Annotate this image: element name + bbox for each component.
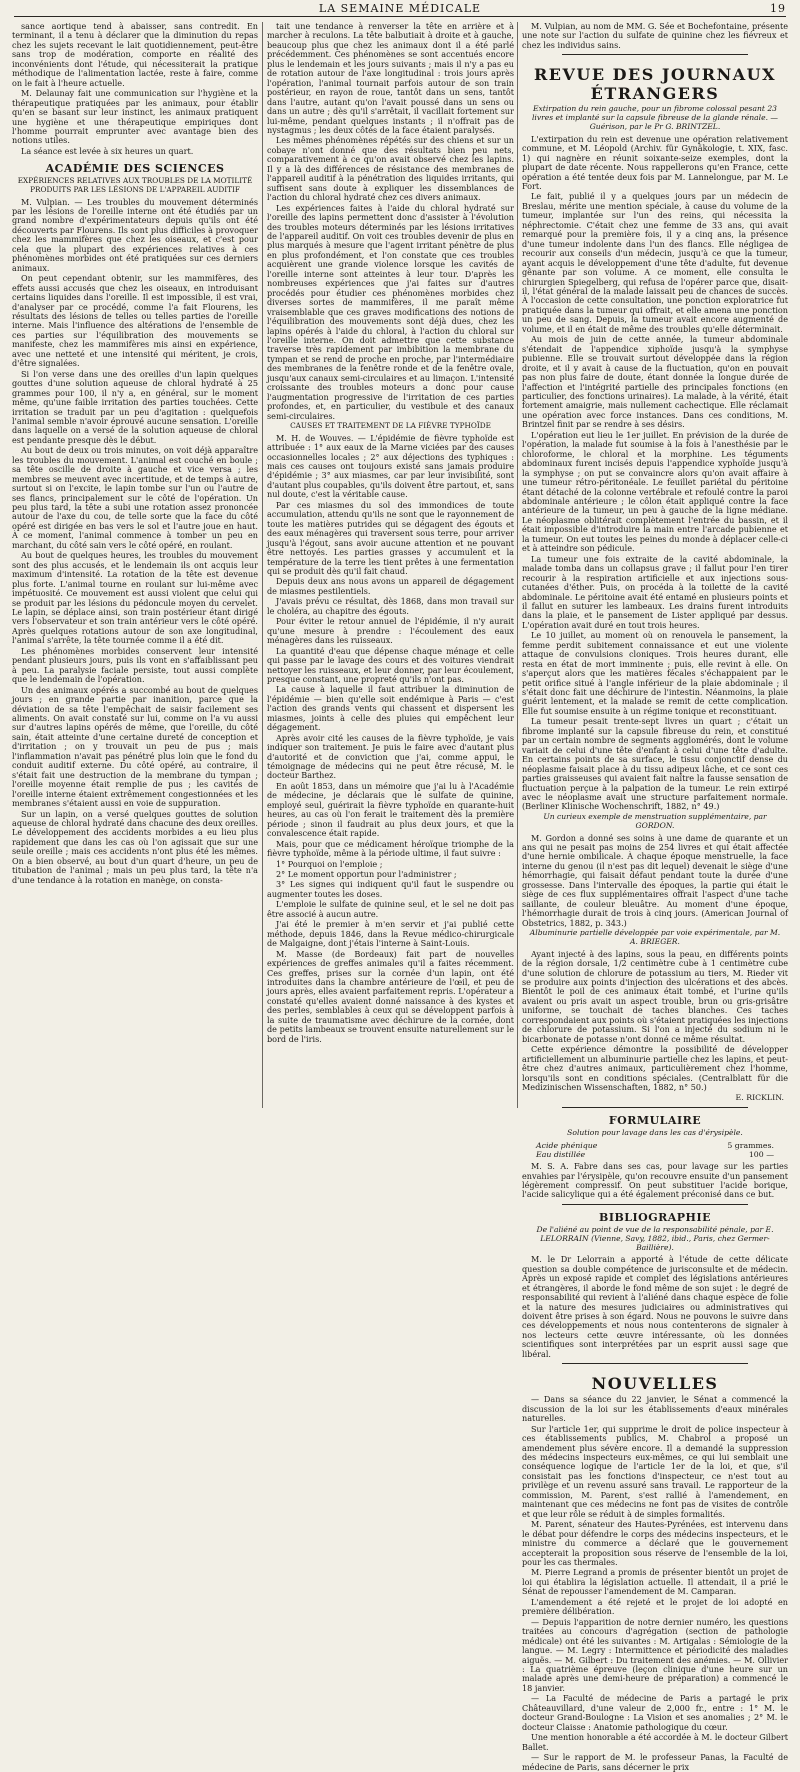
column-2 <box>267 22 514 1108</box>
paragraph: Au bout de deux ou trois minutes, on voit déjà apparaître les troubles du mouvement. L'animal est couché en boule ; sa tête oscille de droite à gauche et vice versa ; les membres se meuvent avec incertitude, et de temps à autre, surtout si on l'excite, le lapin tombe sur l'un ou l'autre de ses flancs, principalement sur le côté de l'opération. Un peu plus tard, la tête a subi une rotation assez prononcée autour de l'axe du cou, de telle sorte que la face du côté opéré est dirigée en bas vers le sol et l'autre joue en haut. À ce moment, l'animal commence à tomber un peu en marchant, du côté sain vers le côté opéré, en roulant. <box>12 445 258 550</box>
section-subheading: CAUSES ET TRAITEMENT DE LA FIÈVRE TYPHOÏDE <box>290 421 491 431</box>
paragraph: Le 10 juillet, au moment où on renouvela le pansement, la femme perdit subitement connaissance et eut une violente attaque de convulsions cloniques. Trois heures durant, elle resta en état de mort imminente ; puis, elle revint à elle. On s'aperçut alors que les matières fécales s'échappaient par le petit orifice situé à l'angle inférieur de la plaie abdominale ; il s'était donc fait une déchirure de l'intestin. Néanmoins, la plaie guérit lentement, et la malade se remit de cette complication. Elle fut soumise ensuite à un régime tonique et reconstituant. <box>522 630 788 716</box>
column-1 <box>12 22 258 1108</box>
article-subheading: Un curieux exemple de menstruation supplémentaire, par GORDON. <box>543 811 767 830</box>
paragraph: M. Parent, sénateur des Hautes-Pyrénées, est intervenu dans le débat pour défendre le corps des médecins inspecteurs, et le ministre du commerce a déclaré que le gouvernement accepterait la proposition sous réserve de l'ensemble de la loi, pour les cas thermales. <box>522 1519 788 1567</box>
paragraph: J'ai été le premier à m'en servir et j'ai publié cette méthode, depuis 1846, dans la Revue médico-chirurgicale de Malgaigne, dont j'étais l'interne à Saint-Louis. <box>267 919 514 949</box>
paragraph: M. Delaunay fait une communication sur l'hygiène et la thérapeutique pratiquées par les animaux, pour établir qu'en se basant sur leur instinct, les animaux pratiquent une hygiène et une thérapeutique empiriques dont l'homme pourrait emprunter avec avantage bien des notions utiles. <box>12 88 258 146</box>
paragraph: La séance est levée à six heures un quart. <box>21 145 194 156</box>
article-subheading: Extirpation du rein gauche, pour un fibrome colossal pesant 23 livres et implanté sur la capsule fibreuse de la glande rénale. — Guérison, par le Pr G. BRINTZEL. <box>531 104 779 131</box>
paragraph: Les phénomènes morbides conservent leur intensité pendant plusieurs jours, puis ils vont en s'affaiblissant peu à peu. La paralysie faciale persiste, tout aussi complète que le lendemain de l'opération. <box>12 645 258 685</box>
section-heading-formulaire: FORMULAIRE <box>608 1113 702 1127</box>
section-heading-bibliographie: BIBLIOGRAPHIE <box>599 1210 711 1224</box>
paragraph: Sur un lapin, on a versé quelques gouttes de solution aqueuse de chloral hydraté dans chacune des deux oreilles. Le développement des accidents morbides a eu lieu plus rapidement que dans les cas où l'on agissait que sur une seule oreille ; mais ces accidents n'ont plus été les mêmes. On a bien observé, au bout d'un quart d'heure, un peu de titubation de l'animal ; mais un peu plus tard, la tête n'a d'une tendance à la rotation en manège, on consta- <box>12 808 258 885</box>
formula-row <box>536 1141 774 1150</box>
paragraph: Une mention honorable a été accordée à M. le docteur Gilbert Ballet. <box>522 1732 788 1752</box>
paragraph: Mais, pour que ce médicament héroïque triomphe de la fièvre typhoïde, même à la période ultime, il faut suivre : <box>267 838 514 859</box>
paragraph: M. S. A. Fabre dans ses cas, pour lavage sur les parties envahies par l'érysipèle, qu'on recouvre ensuite d'un pansement légèrement compressif. On peut substituer l'acide borique, l'acide salicylique qui a été également préconisé dans ce but. <box>522 1161 788 1200</box>
paragraph: tait une tendance à renverser la tête en arrière et à marcher à reculons. La tête balbutiait à droite et à gauche, beaucoup plus que chez les animaux dont il a été parlé précédemment. Ces phénomènes se sont accentués encore plus le lendemain et les jours suivants ; mais il n'y a pas eu de rotation autour de l'axe longitudinal : trois jours après l'opération, l'animal tournait parfois autour de son train postérieur, en rayon de roue, tantôt dans un sens, tantôt dans l'autre, autant qu'on l'avait poussé dans un sens ou dans un autre ; dès qu'il s'arrêtait, il vacillait fortement sur lui-même, pendant quelques instants ; il n'offrait pas de nystagmus ; les deux côtés de la face étaient paralysés. <box>267 21 514 135</box>
section-subheading: EXPÉRIENCES RELATIVES AUX TROUBLES DE LA MOTILITÉ PRODUITS PAR LES LÉSIONS DE L'APPAREIL AUDITIF <box>17 176 253 194</box>
list-item: 3° Les signes qui indiquent qu'il faut le suspendre ou augmenter toutes les doses. <box>267 879 514 899</box>
paragraph: Pour éviter le retour annuel de l'épidémie, il n'y aurait qu'une mesure à prendre : l'écoulement des eaux ménagères dans les ruisseaux. <box>267 616 514 646</box>
paragraph: — Depuis l'apparition de notre dernier numéro, les questions traitées au concours d'agrégation (section de pathologie médicale) ont été les suivantes : M. Artigalas : Sémiologie de la langue. — M. Legry : Intermittence et périodicité des maladies aiguës. — M. Gilbert : Du traitement des anémies. — M. Ollivier : La quatrième épreuve (leçon clinique d'une heure sur un malade après une demi-heure de préparation) a commencé le 18 janvier. <box>522 1616 788 1693</box>
column-rule <box>262 22 263 1108</box>
divider <box>562 1363 748 1364</box>
paragraph: — La Faculté de médecine de Paris a partagé le prix Châteauvillard, d'une valeur de 2,000 fr., entre : 1° M. le docteur Grand-Boulogne : La Vision et ses anomalies ; 2° M. le docteur Claisse : Anatomie pathologique du cœur. <box>522 1693 788 1732</box>
paragraph: Un des animaux opérés a succombé au bout de quelques jours ; en grande partie par inanition, parce que la déviation de sa tête l'empêchait de saisir facilement ses aliments. On avait constaté sur lui, comme on l'a vu aussi sur d'autres lapins opérés de même, que l'oreille, du côté sain, était atteinte d'une certaine dureté de conception et d'irritation ; on y trouvait un peu de pus ; mais l'inflammation n'avait pas pénétré plus loin que le fond du conduit auditif externe. Du côté opéré, au contraire, il s'était fait une destruction de la membrane du tympan ; l'oreille moyenne était remplie de pus ; les cavités de l'oreille interne étaient extrêmement congestionnées et les membranes s'étaient aussi en voie de suppuration. <box>12 684 258 809</box>
paragraph: Le fait, publié il y a quelques jours par un médecin de Breslau, mérite une mention spéciale, à cause du volume de la tumeur, implantée sur l'un des reins, qui nécessita la néphrectomie. C'était chez une femme de 33 ans, qui avait remarqué pour la première fois, il y a cinq ans, la présence d'une tumeur indolente dans l'un des flancs. Elle négligea de recourir aux conseils d'un médecin, jusqu'à ce que la tumeur, ayant acquis le développement d'une tête d'adulte, fut devenue gênante par son volume. A ce moment, elle consulta le chirurgien Spiegelberg, qui refusa de l'opérer parce que, disait-il, l'état général de la malade laissait peu de chances de succès. À l'occasion de cette consultation, une ponction exploratrice fut pratiquée dans la tumeur qui offrait, et elle amena une ponction un peu de sang. Depuis, la tumeur avait encore augmenté de volume, et il en était de même des troubles qu'elle déterminait. <box>522 191 788 334</box>
formula <box>536 1141 774 1159</box>
paragraph: M. Vulpian, au nom de MM. G. Sée et Bochefontaine, présente une note sur l'action du sulfate de quinine chez les fiévreux et chez les individus sains. <box>522 21 788 50</box>
running-header <box>14 2 786 17</box>
paragraph: sance aortique tend à abaisser, sans contredit. En terminant, il a tenu à déclarer que la diminution du repas chez les sujets recevant le lait quotidiennement, peut-être sans trop de modération, comporte en réalité des inconvénients dont l'étude, qui nécessiterait la pratique méthodique de l'alimentation lactée, reste à faire, comme on le fait à l'heure actuelle. <box>12 21 258 88</box>
paragraph: L'opération eut lieu le 1er juillet. En prévision de la durée de l'opération, la malade fut soumise à la fois à l'anesthésie par le chloroforme, le chloral et la morphine. Les téguments abdominaux furent incisés depuis l'appendice xyphoïde jusqu'à la symphyse ; on put se convaincre alors qu'on avait affaire à une tumeur rétro-péritonéale. Le feuillet pariétal du péritoine étant détaché de la colonne vertébrale et refoulé contre la paroi abdominale antérieure ; le côlon était appliqué contre la face antérieure de la tumeur, un peu à gauche de la ligne médiane. Le néoplasme oblitérait complètement l'entrée du bassin, et il était impossible d'introduire la main entre l'arcade pubienne et la tumeur. On eut toutes les peines du monde à déplacer celle-ci et à atteindre son pédicule. <box>522 429 788 554</box>
paragraph: Cette expérience démontre la possibilité de développer artificiellement un albuminurie partielle chez les lapins, et peut-être chez d'autres animaux, particulièrement chez l'homme, lorsqu'ils sont en conditions spéciales. (Centralblatt für die Medizinischen Wissenschaften, 1882, n° 50.) <box>522 1044 788 1092</box>
paragraph: Depuis deux ans nous avons un appareil de dégagement de miasmes pestilentiels. <box>267 576 514 596</box>
paragraph: L'emploie le sulfate de quinine seul, et le sel ne doit pas être associé à aucun autre. <box>267 899 514 919</box>
section-heading-academy: ACADÉMIE DES SCIENCES <box>45 162 225 176</box>
paragraph: Les expériences faites à l'aide du chloral hydraté sur l'oreille des lapins permettent donc d'assister à l'évolution des troubles moteurs déterminés par les lésions irritatives de l'appareil auditif. On voit ces troubles devenir de plus en plus marqués à mesure que l'agent irritant pénètre de plus en plus profondément, et l'on constate que ces troubles acquièrent une grande violence lorsque les cavités de l'oreille interne sont atteintes à leur tour. D'après les nombreuses expériences que j'ai faites sur d'autres procédés pour étudier ces phénomènes morbides chez diverses sortes de mammifères, il me paraît même vraisemblable que ces graves modifications des notions de l'équilibration des mouvements sont déjà dues, chez les lapins opérés à l'aide du chloral, à l'action du chloral sur l'oreille interne. On doit admettre que cette substance traverse très rapidement par imbibition la membrane du tympan et se rend de proche en proche, par l'intermédiaire des membranes de la fenêtre ronde et de la fenêtre ovale, jusqu'aux canaux semi-circulaires et au limaçon. L'intensité croissante des troubles moteurs a donc pour cause l'augmentation progressive de l'irritation de ces parties profondes, et, en particulier, du vestibule et des canaux semi-circulaires. <box>267 202 514 421</box>
paragraph: Au bout de quelques heures, les troubles du mouvement sont des plus accusés, et le lendemain ils ont acquis leur maximum d'intensité. La rotation de la tête est devenue plus forte. L'animal tourne en roulant sur lui-même avec impétuosité. Ce mouvement est aussi violent que celui qui se produit par les lésions du pédoncule moyen du cervelet. Le lapin, se déplace ainsi, son train postérieur étant dirigé vers l'observateur et son train antérieur vers le côté opéré. Après quelques rotations autour de son axe longitudinal, l'animal s'arrête, la tête tournée comme il a été dit. <box>12 550 258 646</box>
signature: E. RICKLIN. <box>735 1093 784 1103</box>
column-3 <box>522 21 788 1772</box>
divider <box>562 54 748 55</box>
article-subheading: Albuminurie partielle développée par voie expérimentale, par M. A. BRIEGER. <box>529 928 781 946</box>
divider <box>562 1107 748 1108</box>
paragraph: En août 1853, dans un mémoire que j'ai lu à l'Académie de médecine, je déclarais que le sulfate de quinine, employé seul, guérirait la fièvre typhoïde en quarante-huit heures, au cas où l'on ferait le traitement dès la première période ; sinon il faudrait au plus deux jours, et que la convalescence était rapide. <box>267 780 514 839</box>
paragraph: — Dans sa séance du 22 janvier, le Sénat a commencé la discussion de la loi sur les établissements d'eaux minérales naturelles. <box>522 1394 788 1424</box>
paragraph: Au mois de juin de cette année, la tumeur abdominale s'étendait de l'appendice xiphoïde jusqu'à la symphyse pubienne. Elle se trouvait surtout développée dans la région droite, et il y avait à cause de la fluctuation, qu'on en pouvait pas non plus faire de doute, étant donnée la longue durée de l'affection et l'intégrité partielle des principales fonctions (en particulier, des fonctions urinaires). La malade, à la vérité, était fortement amaigrie, mais nullement cachectique. Elle réclamait une opération avec force instances. Dans ces conditions, M. Brintzel finit par se rendre à ses désirs. <box>522 334 788 430</box>
journal-title: LA SEMAINE MÉDICALE <box>318 2 482 15</box>
paragraph: La quantité d'eau que dépense chaque ménage et celle qui passe par le lavage des cours et des voitures viendrait nettoyer les ruisseaux, et leur donner, par leur écoulement, presque constant, une propreté qu'ils n'ont pas. <box>267 645 514 684</box>
section-heading-revue: REVUE DES JOURNAUX ÉTRANGERS <box>534 65 776 104</box>
page-number: 19 <box>770 2 786 15</box>
paragraph: M. le Dr Lelorrain a apporté à l'étude de cette délicate question sa double compétence de jurisconsulte et de médecin. Après un exposé rapide et complet des législations antérieures et étrangères, il aborde le fond même de son sujet : le degré de responsabilité qui revient à l'aliéné dans chaque espèce de folie et la nature des mesures judiciaires ou administratives qui doivent être prises à son égard. Nous ne pouvons le suivre dans ces développements et nous nous contenterons de signaler à nos lecteurs cette œuvre intéressante, où les données scientifiques sont interprétées par un esprit aussi sage que libéral. <box>522 1254 788 1359</box>
list-item: 1° Pourquoi on l'emploie ; <box>276 858 383 869</box>
article-subheading: De l'aliéné au point de vue de la responsabilité pénale, par E. LELORRAIN (Vienne, Savy, 1882, ibid., Paris, chez Germer-Baillière). <box>536 1224 774 1252</box>
paragraph: Ayant injecté à des lapins, sous la peau, en différents points de la région dorsale, 1/2 centimètre cube à 1 centimètre cube d'une solution de chlorure de potassium au tiers, M. Rieder vit se produire aux points d'injection des ulcérations et des abcès. Bientôt le poil de ces animaux était tombé, et l'urine qu'ils avaient ou pris avait un aspect trouble, brun ou gris-grisâtre uniforme, se touchait de taches blanches. Ces taches correspondaient aux points où s'étaient pratiquées les injections de chlorure de potassium. Si l'on a injecté du sodium ni le bicarbonate de potasse n'ont donné ce même résultat. <box>522 948 788 1044</box>
paragraph: La tumeur pesait trente-sept livres un quart ; c'était un fibrome implanté sur la capsule fibreuse du rein, et constitué par un certain nombre de segments agglomérés, dont le volume variait de celui d'une tête d'enfant à celui d'une tête d'adulte. En certains points de sa surface, le tissu conjonctif dense du néoplasme faisait place à du tissu adipeux lâche, et ce sont ces parties graisseuses qui avaient fait naître la fausse sensation de fluctuation perçue à la palpation de la tumeur. Le rein extirpé avec le néoplasme avait une structure parfaitement normale. (Berliner Klinische Wochenschrift, 1882, n° 49.) <box>522 716 788 812</box>
paragraph: M. H. de Wouves. — L'épidémie de fièvre typhoïde est attribuée : 1° aux eaux de la Marne viciées par des causes occasionnelles locales ; 2° aux déjections des typhiques : mais ces causes ont toujours existé sans jamais produire d'épidémie ; 3° aux miasmes, car par leur invisibilité, sont d'autant plus coupables, qu'ils doivent être partout, et, sans nul doute, c'est la véritable cause. <box>267 432 514 500</box>
paragraph: Par ces miasmes du sol des immondices de toute accumulation, attendu qu'ils ne sont que le rayonnement de toute les matières putrides qui se dégagent des égouts et des eaux ménagères qui traversent sous terre, pour arriver jusqu'à l'égout, sans avoir aucune attention et ne pouvant être nettoyés. Les parties grasses y accumulent et la température de la terre les tient prêtes à une fermentation qui se produit dès qu'il fait chaud. <box>267 499 514 576</box>
paragraph: La cause à laquelle il faut attribuer la diminution de l'épidémie — bien qu'elle soit endémique à Paris — c'est l'action des grands vents qui chassent et dispersent les miasmes, joints à celle des pluies qui empêchent leur dégagement. <box>267 684 514 733</box>
paragraph: M. Gordon a donné ses soins à une dame de quarante et un ans qui ne pesait pas moins de 254 livres et qui était affectée d'une hernie ombilicale. À chaque époque menstruelle, la face interne du genou (il n'est pas dit lequel) devenait le siège d'une hémorrhagie, qui faisait défaut pendant toute la durée d'une grossesse. Dans l'intervalle des époques, la partie qui était le siège de ces flux supplémentaires offrait l'aspect d'une tache saillante, de couleur bleuâtre. Au moment d'une époque, l'hémorrhagie durait de trois à cinq jours. (American Journal of Obstetrics, 1882, p. 343.) <box>522 832 788 928</box>
paragraph: Les mêmes phénomènes répétés sur des chiens et sur un cobaye n'ont donné que des résultats bien peu nets, comparativement à ce qu'on avait observé chez les lapins. Il y a là des différences de résistance des membranes de l'appareil auditif à la pénétration des liquides irritants, qui suffisent sans doute à expliquer les dissemblances de l'action du chloral hydraté chez ces divers animaux. <box>267 135 514 203</box>
ingredient-name: Acide phénique <box>536 1140 598 1150</box>
column-rule <box>517 22 518 1108</box>
paragraph: Sur l'article 1er, qui supprime le droit de police inspecteur à ces établissements publics, M. Chabrol a proposé un amendement plus sévère encore. Il a demandé la suppression des médecins inspecteurs eux-mêmes, ce qui lui semblait une conséquence logique de l'article 1er de la loi, et que, s'il consistait pas les fonctions d'inspecteur, ce n'est tout au privilège et un revenu assuré sans travail. Le rapporteur de la commission, M. Parent, s'est rallié à l'amendement, en maintenant que ces médecins ne font pas de visites de contrôle et que leur rôle se réduit à de simples formalités. <box>522 1423 788 1519</box>
paragraph: L'amendement a été rejeté et le projet de loi adopté en première délibération. <box>522 1596 788 1617</box>
paragraph: La tumeur une fois extraite de la cavité abdominale, la malade tomba dans un collapsus grave ; il fallut pour l'en tirer recourir à la respiration artificielle et aux injections sous-cutanées d'éther. Puis, on procéda à la toilette de la cavité abdominale. Le péritoine avait été entamé en plusieurs points et il fallut en suturer les lambeaux. Les drains furent introduits dans la plaie, et le pansement de Lister appliqué par dessus. L'opération avait duré en tout trois heures. <box>522 553 788 630</box>
paragraph: — Sur le rapport de M. le professeur Panas, la Faculté de médecine de Paris, sans décerner le prix <box>522 1752 788 1772</box>
ingredient-quantity: 100 — <box>748 1149 774 1159</box>
paragraph: Si l'on verse dans une des oreilles d'un lapin quelques gouttes d'une solution aqueuse de chloral hydraté à 25 grammes pour 100, il n'y a, en général, sur le moment même, qu'une faible irritation des parties touchées. Cette irritation se traduit par un peu d'agitation : quelquefois l'animal semble n'avoir éprouvé aucune sensation. L'oreille dans laquelle on a versé de la solution aqueuse de chloral est pendante presque dès le début. <box>12 368 258 445</box>
paragraph: J'avais prévu ce résultat, dès 1868, dans mon travail sur le choléra, au chapitre des égouts. <box>267 596 514 616</box>
ingredient-name: Eau distillée <box>536 1149 586 1159</box>
section-heading-nouvelles: NOUVELLES <box>591 1374 719 1394</box>
divider <box>562 1204 748 1205</box>
list-item: 2° Le moment opportun pour l'administrer ; <box>276 869 457 880</box>
paragraph: M. Pierre Legrand a promis de présenter bientôt un projet de loi qui établira la législation actuelle. Il attendait, il a prié le Sénat de repousser l'amendement de M. Camparan. <box>522 1567 788 1597</box>
ingredient-quantity: 5 grammes. <box>727 1140 774 1150</box>
paragraph: L'extirpation du rein est devenue une opération relativement commune, et M. Léopold (Archiv. für Gynäkologie, t. XIX, fasc. 1) qui nagnère en réunit soixante-seize exemples, dont la plupart de date récente. Nous rappellerons qu'en France, cette opération a été tentée deux fois par M. Lannelongue, par M. Le Fort. <box>522 133 788 192</box>
formula-title: Solution pour lavage dans les cas d'érysipèle. <box>567 1127 743 1137</box>
paragraph: M. Vulpian. — Les troubles du mouvement déterminés par les lésions de l'oreille interne ont été étudiés par un grand nombre d'expérimentateurs depuis qu'ils ont été découverts par Flourens. Ils sont plus difficiles à provoquer chez les mammifères que chez les oiseaux, et c'est pour cela que la plupart des expériences relatives à ces phénomènes morbides ont été pratiquées sur ces derniers animaux. <box>12 196 258 273</box>
formula-row <box>536 1150 774 1159</box>
paragraph: On peut cependant obtenir, sur les mammifères, des effets aussi accusés que chez les oiseaux, en introduisant certains liquides dans l'oreille. Il est impossible, il est vrai, d'analyser par ce procédé, comme l'a fait Flourens, les résultats des lésions de telles ou telles parties de l'oreille interne. Mais l'influence des altérations de l'ensemble de ces parties sur l'équilibration des mouvements se manifeste, chez les mammifères mis ainsi en expérience, avec une netteté et une intensité qui méritent, je crois, d'être signalées. <box>12 273 258 369</box>
paragraph: M. Masse (de Bordeaux) fait part de nouvelles expériences de greffes animales qu'il a faites récemment. Ces greffes, prises sur la cornée d'un lapin, ont été introduites dans la chambre antérieure de l'œil, et peu de jours après, elles avaient parfaitement repris. L'opérateur a constaté qu'elles avaient donné naissance à des kystes et des perles, semblables à ceux qui se développent parfois à la suite de traumatisme avec déchirure de la cornée, dont de petits lambeaux se trouvent ensuite naturellement sur le bord de l'iris. <box>267 948 514 1044</box>
paragraph: Après avoir cité les causes de la fièvre typhoïde, je vais indiquer son traitement. Je puis le faire avec d'autant plus d'autorité et de conviction que j'ai, comme appui, le témoignage de médecins qui ne peut être récusé, M. le docteur Barthez. <box>267 732 514 781</box>
